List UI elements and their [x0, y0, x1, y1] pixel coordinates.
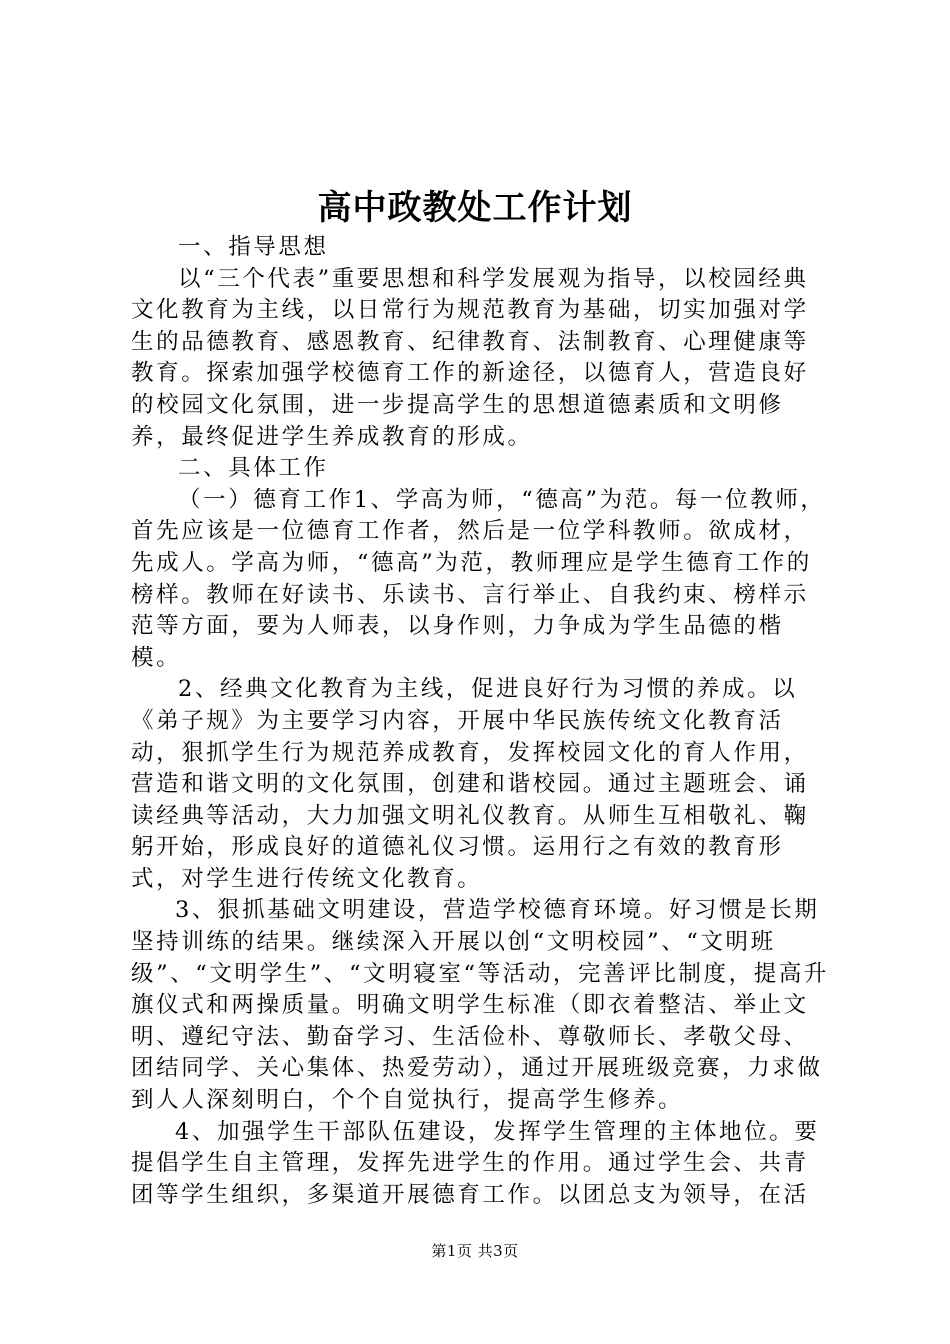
section-heading-specific-work: 二、具体工作	[178, 455, 329, 482]
document-title: 高中政教处工作计划	[317, 188, 633, 228]
paragraph-classic-culture-2: 2、经典文化教育为主线，促进良好行为习惯的养成。以《弟子规》为主要学习内容，开展中华民族传统文化教育活动，狠抓学生行为规范养成教育，发挥校园文化的育人作用，营造和谐文明的文化氛围，创建和谐校园。通过主题班会、诵读经典等活动，大力加强文明礼仪教育。从师生互相敬礼、鞠躬开始，形成良好的道德礼仪习惯。运用行之有效的教育形式，对学生进行传统文化教育。	[131, 676, 809, 892]
section-heading-guiding-ideology: 一、指导思想	[178, 234, 329, 260]
paragraph-guiding-ideology: 以“三个代表”重要思想和科学发展观为指导，以校园经典文化教育为主线，以日常行为规范教育为基础，切实加强对学生的品德教育、感恩教育、纪律教育、法制教育、心理健康等教育。探索加强学校德育工作的新途径，以德育人，营造良好的校园文化氛围，进一步提高学生的思想道德素质和文明修养，最终促进学生养成教育的形成。	[131, 265, 809, 450]
page-footer: 第1页 共3页	[431, 1242, 519, 1260]
paragraph-student-cadres-4: 4、加强学生干部队伍建设，发挥学生管理的主体地位。要提倡学生自主管理，发挥先进学生的作用。通过学生会、共青团等学生组织，多渠道开展德育工作。以团总支为领导，在活	[131, 1118, 820, 1208]
paragraph-civilization-3: 3、狠抓基础文明建设，营造学校德育环境。好习惯是长期坚持训练的结果。继续深入开展以创“文明校园”、“文明班级”、“文明学生”、“文明寝室“等活动，完善评比制度，提高升旗仪式和两操质量。明确文明学生标准（即衣着整洁、举止文明、遵纪守法、勤奋学习、生活俭朴、尊敬师长、孝敬父母、团结同学、关心集体、热爱劳动），通过开展班级竞赛，力求做到人人深刻明白，个个自觉执行，提高学生修养。	[131, 897, 830, 1114]
paragraph-moral-education-1: （一）德育工作1、学高为师，“德高”为范。每一位教师，首先应该是一位德育工作者，然后是一位学科教师。欲成材，先成人。学高为师，“德高”为范，教师理应是学生德育工作的榜样。教师在好读书、乐读书、言行举止、自我约束、榜样示范等方面，要为人师表，以身作则，力争成为学生品德的楷模。	[131, 486, 826, 671]
document-body	[131, 232, 831, 1211]
